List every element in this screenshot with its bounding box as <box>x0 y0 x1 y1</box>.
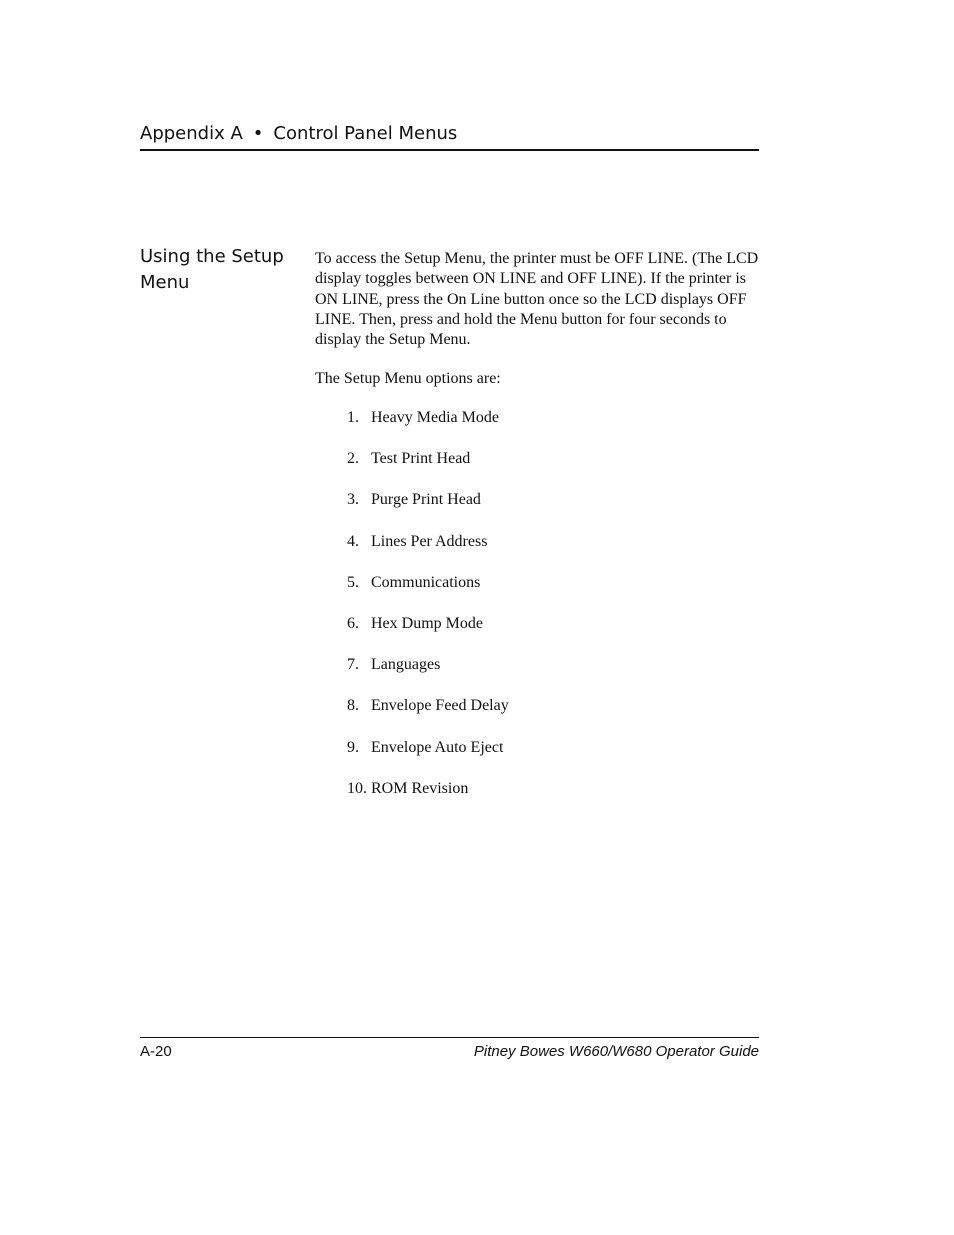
section-body <box>315 249 760 350</box>
list-item <box>347 779 509 820</box>
item-number: 10. <box>347 779 367 797</box>
header-bullet: • <box>252 123 264 144</box>
footer-rule <box>140 1037 759 1038</box>
list-item <box>347 532 509 573</box>
chapter-label: Appendix A <box>140 123 243 144</box>
page-number: A-20 <box>140 1043 172 1060</box>
intro-paragraph: To access the Setup Menu, the printer must be OFF LINE. (The LCD display toggles between ON LINE and OFF LINE). If the printer is ON LINE, press the On Line button once so the LCD displays OFF LINE. Then, press and hold the Menu button for four seconds to display the Setup Menu. <box>315 250 759 349</box>
list-item <box>347 614 509 655</box>
list-item <box>347 408 509 449</box>
item-number: 5. <box>347 573 359 591</box>
item-label: Test Print Head <box>371 450 471 468</box>
running-header <box>140 120 759 151</box>
item-label: Lines Per Address <box>371 532 488 550</box>
list-item <box>347 738 509 779</box>
list-item <box>347 696 509 737</box>
item-label: Communications <box>371 573 481 591</box>
item-number: 4. <box>347 532 359 550</box>
item-number: 3. <box>347 491 359 509</box>
item-number: 9. <box>347 738 359 756</box>
item-label: Purge Print Head <box>371 491 481 509</box>
item-label: ROM Revision <box>371 779 469 797</box>
item-label: Envelope Feed Delay <box>371 697 509 715</box>
section-heading: Using the Setup Menu <box>140 246 284 293</box>
item-number: 8. <box>347 697 359 715</box>
item-number: 2. <box>347 450 359 468</box>
list-item <box>347 449 509 490</box>
item-number: 1. <box>347 409 359 426</box>
item-label: Envelope Auto Eject <box>371 738 504 756</box>
running-footer <box>140 1041 759 1063</box>
chapter-title: Control Panel Menus <box>273 123 458 144</box>
guide-title: Pitney Bowes W660/W680 Operator Guide <box>473 1043 759 1060</box>
list-item <box>347 490 509 531</box>
list-item <box>347 573 509 614</box>
options-intro: The Setup Menu options are: <box>315 370 501 387</box>
item-number: 6. <box>347 614 359 632</box>
item-label: Languages <box>371 656 441 674</box>
item-label: Heavy Media Mode <box>371 409 499 426</box>
list-item <box>347 655 509 696</box>
item-label: Hex Dump Mode <box>371 614 483 632</box>
item-number: 7. <box>347 656 359 674</box>
setup-options-list <box>347 408 509 820</box>
